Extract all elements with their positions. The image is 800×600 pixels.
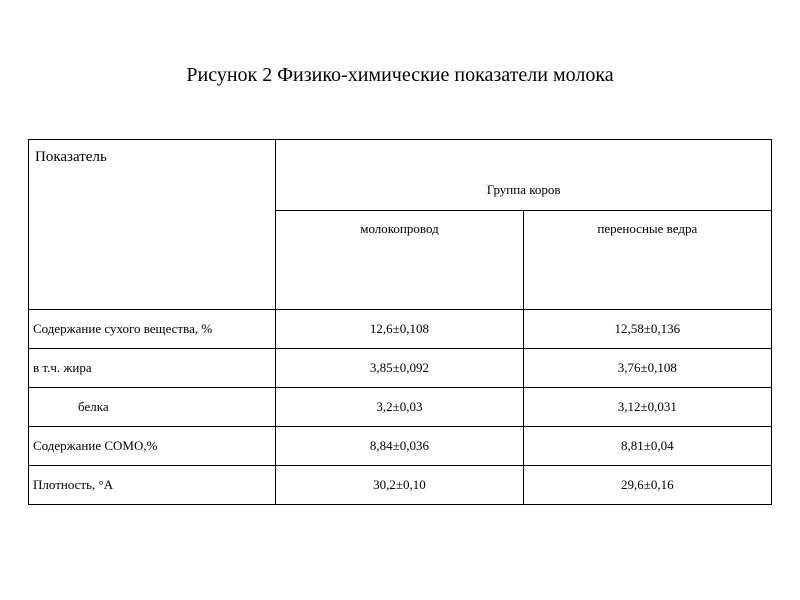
cell-value: 8,84±0,036 bbox=[276, 427, 523, 466]
cell-value: 12,58±0,136 bbox=[523, 310, 771, 349]
table-header-row bbox=[29, 140, 772, 211]
column-header-pipeline: молокопровод bbox=[276, 211, 523, 310]
row-label: белка bbox=[29, 388, 276, 427]
cell-value: 3,12±0,031 bbox=[523, 388, 771, 427]
row-label: в т.ч. жира bbox=[29, 349, 276, 388]
table-row bbox=[29, 349, 772, 388]
column-header-buckets: переносные ведра bbox=[523, 211, 771, 310]
cell-value: 3,2±0,03 bbox=[276, 388, 523, 427]
milk-indicators-table bbox=[28, 139, 772, 505]
table-row bbox=[29, 310, 772, 349]
row-label: Плотность, °А bbox=[29, 466, 276, 505]
cell-value: 29,6±0,16 bbox=[523, 466, 771, 505]
row-label: Содержание сухого вещества, % bbox=[29, 310, 276, 349]
page-title: Рисунок 2 Физико-химические показатели молока bbox=[186, 64, 614, 86]
cell-value: 12,6±0,108 bbox=[276, 310, 523, 349]
table-row bbox=[29, 388, 772, 427]
param-header: Показатель bbox=[29, 140, 276, 310]
cell-value: 3,85±0,092 bbox=[276, 349, 523, 388]
group-header: Группа коров bbox=[276, 140, 772, 211]
cell-value: 3,76±0,108 bbox=[523, 349, 771, 388]
cell-value: 8,81±0,04 bbox=[523, 427, 771, 466]
table-row bbox=[29, 427, 772, 466]
cell-value: 30,2±0,10 bbox=[276, 466, 523, 505]
row-label: Содержание СОМО,% bbox=[29, 427, 276, 466]
table-row bbox=[29, 466, 772, 505]
